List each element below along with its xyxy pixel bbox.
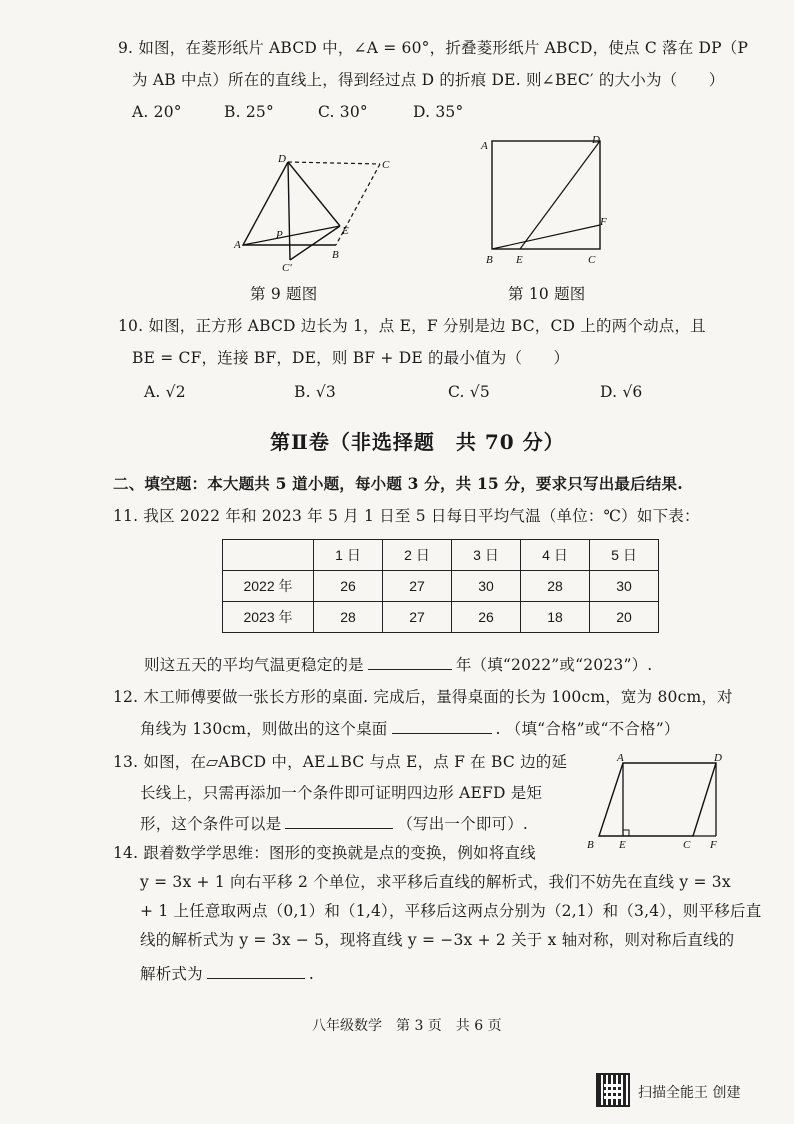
q12-line2 (140, 719, 680, 739)
table-cell: 2023 年 (223, 602, 314, 633)
q11-answer-suffix: 年（填“2022”或“2023”）. (455, 656, 653, 674)
table-cell: 30 (452, 571, 521, 602)
q9-line2: 为 AB 中点）所在的直线上，得到经过点 D 的折痕 DE. 则∠BEC′ 的大小为（ ） (132, 71, 725, 89)
section2-instruction: 二、填空题：本大题共 5 道小题，每小题 3 分，共 15 分，要求只写出最后结果. (113, 474, 683, 493)
q10-option-b: B. √3 (294, 383, 336, 401)
table-cell: 20 (590, 602, 659, 633)
fig10-label-c: C (588, 254, 596, 266)
q9-option-b: B. 25° (224, 103, 274, 121)
fig10-label-e: E (516, 254, 523, 266)
fig9-label-p: P (276, 229, 283, 241)
table-row (223, 571, 659, 602)
q11-answer-line (144, 655, 652, 675)
q14-answer-blank[interactable] (207, 964, 305, 979)
q14-line5 (140, 964, 314, 984)
q11-answer-prefix: 则这五天的平均气温更稳定的是 (144, 656, 364, 674)
q13-line3 (140, 814, 528, 834)
q10-option-c: C. √5 (448, 383, 490, 401)
q13-prefix: 形，这个条件可以是 (140, 815, 282, 833)
table-row (223, 602, 659, 633)
qr-code-icon (596, 1073, 630, 1107)
fig10-label-d: D (592, 134, 600, 146)
q13-line1: 13. 如图，在▱ABCD 中，AE⊥BC 与点 E，点 F 在 BC 边的延 (113, 753, 568, 771)
fig10-label-b: B (486, 254, 493, 266)
fig13-label-a: A (617, 752, 624, 764)
table-header-cell: 2 日 (383, 540, 452, 571)
q10-option-d: D. √6 (600, 383, 643, 401)
table-cell: 27 (383, 602, 452, 633)
fig9-label-c: C (382, 159, 390, 171)
table-cell: 26 (452, 602, 521, 633)
q14-line2: y = 3x + 1 向右平移 2 个单位，求平移后直线的解析式，我们不妨先在直线 y = 3x (140, 873, 731, 891)
q9-line1: 9. 如图，在菱形纸片 ABCD 中，∠A = 60°，折叠菱形纸片 ABCD，使点 C 落在 DP（P (118, 39, 749, 57)
table-cell: 28 (521, 571, 590, 602)
temperature-table (222, 539, 659, 633)
fig9-label-e: E (342, 225, 349, 237)
q10-option-a: A. √2 (144, 383, 186, 401)
table-header-corner (223, 540, 314, 571)
fig9-caption: 第 9 题图 (250, 285, 318, 303)
table-cell: 27 (383, 571, 452, 602)
fig9-label-d: D (278, 153, 286, 165)
page-footer: 八年级数学 第 3 页 共 6 页 (312, 1018, 502, 1034)
fig13-label-d: D (714, 752, 722, 764)
fig13-label-e: E (619, 839, 626, 851)
fig9-label-c-prime: C′ (282, 262, 292, 272)
q10-line1: 10. 如图，正方形 ABCD 边长为 1，点 E，F 分别是边 BC，CD 上的两个动点，且 (118, 317, 706, 335)
fig9-label-a: A (234, 239, 241, 251)
q12-answer-blank[interactable] (392, 719, 492, 734)
fig13-label-b: B (587, 839, 594, 851)
table-cell: 30 (590, 571, 659, 602)
q12-suffix: . （填“合格”或“不合格”） (495, 720, 680, 738)
q14-line3: + 1 上任意取两点（0,1）和（1,4），平移后这两点分别为（2,1）和（3,4），则平移后直 (140, 902, 762, 920)
scanner-watermark: 扫描全能王 创建 (638, 1085, 741, 1101)
table-header-cell: 3 日 (452, 540, 521, 571)
figure-10 (478, 133, 618, 271)
fig10-label-f: F (600, 216, 607, 228)
table-cell: 2022 年 (223, 571, 314, 602)
q14-line1: 14. 跟着数学学思维：图形的变换就是点的变换，例如将直线 (113, 844, 536, 862)
q13-answer-blank[interactable] (285, 814, 393, 829)
q14-suffix: . (308, 965, 314, 983)
table-header-row (223, 540, 659, 571)
fig10-caption: 第 10 题图 (508, 285, 586, 303)
q11-answer-blank[interactable] (368, 655, 452, 670)
table-cell: 18 (521, 602, 590, 633)
q11-table-wrap (222, 539, 659, 633)
fig13-label-c: C (683, 839, 691, 851)
fig13-label-f: F (710, 839, 717, 851)
q12-prefix: 角线为 130cm，则做出的这个桌面 (140, 720, 388, 738)
q14-prefix: 解析式为 (140, 965, 203, 983)
table-cell: 28 (314, 602, 383, 633)
q10-line2: BE = CF，连接 BF，DE，则 BF + DE 的最小值为（ ） (132, 349, 570, 367)
q13-line2: 长线上，只需再添加一个条件即可证明四边形 AEFD 是矩 (140, 784, 543, 802)
figure-9 (228, 150, 398, 276)
table-header-cell: 4 日 (521, 540, 590, 571)
q13-suffix: （写出一个即可）. (397, 815, 529, 833)
table-header-cell: 5 日 (590, 540, 659, 571)
q9-option-c: C. 30° (318, 103, 368, 121)
q9-option-d: D. 35° (413, 103, 464, 121)
section2-title: 第Ⅱ卷（非选择题 共 70 分） (270, 430, 565, 454)
table-cell: 26 (314, 571, 383, 602)
q12-line1: 12. 木工师傅要做一张长方形的桌面. 完成后，量得桌面的长为 100cm，宽为 80cm，对 (113, 688, 733, 706)
table-header-cell: 1 日 (314, 540, 383, 571)
q14-line4: 线的解析式为 y = 3x − 5，现将直线 y = −3x + 2 关于 x 轴对称，则对称后直线的 (140, 931, 735, 949)
q11-text: 11. 我区 2022 年和 2023 年 5 月 1 日至 5 日每日平均气温（单位：℃）如下表： (113, 507, 700, 525)
fig9-label-b: B (332, 249, 339, 261)
figure-13 (583, 751, 723, 857)
q9-option-a: A. 20° (132, 103, 182, 121)
fig10-label-a: A (481, 140, 488, 152)
